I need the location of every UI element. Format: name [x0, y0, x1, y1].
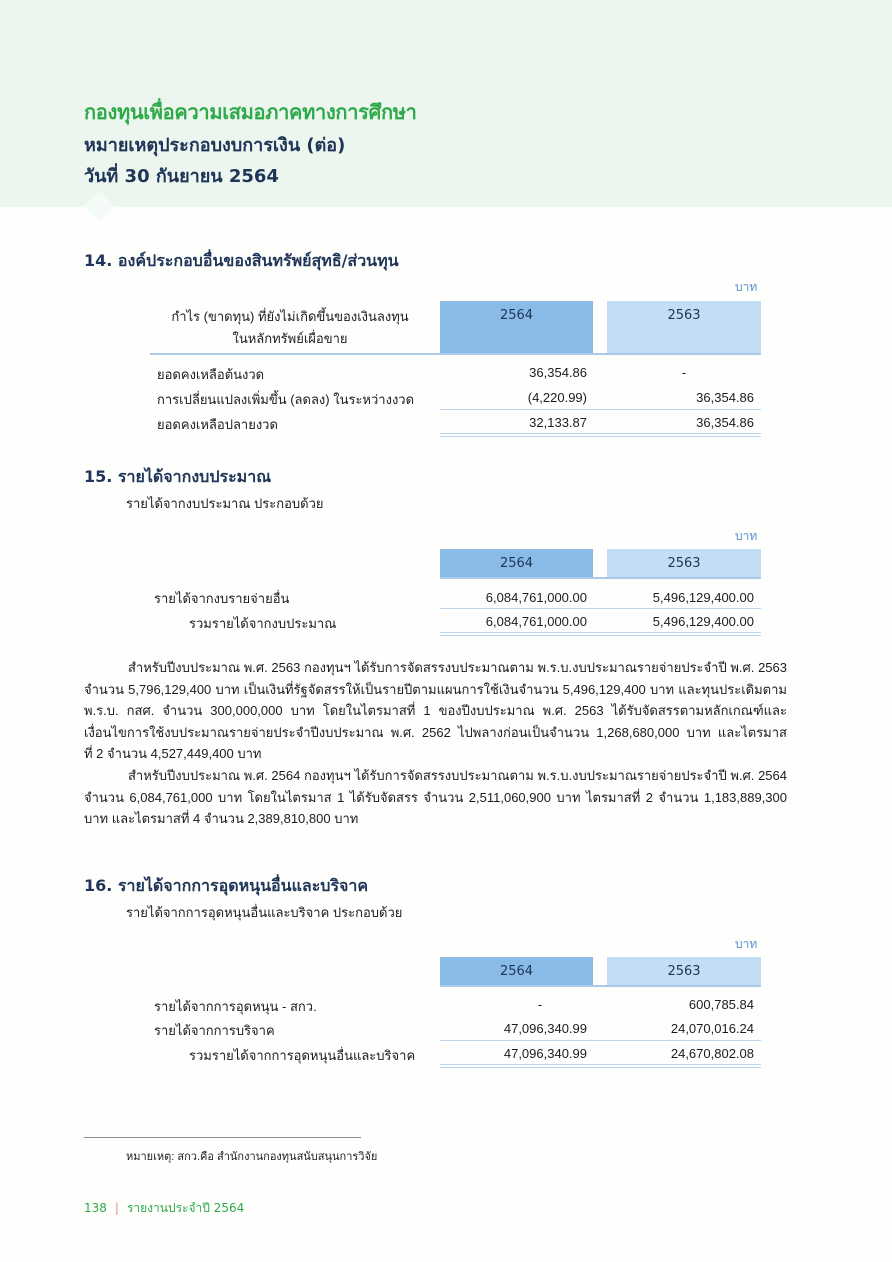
total-rule-top	[440, 1064, 761, 1065]
footer-separator: |	[114, 1201, 119, 1215]
section-16-title: 16. รายได้จากการอุดหนุนอื่นและบริจาค	[84, 876, 369, 895]
table-row-label-total: รวมรายได้จากงบประมาณ	[189, 616, 337, 631]
document-date: วันที่ 30 กันยายน 2564	[84, 166, 279, 187]
total-rule-bottom	[440, 436, 761, 437]
subtotal-rule	[440, 608, 761, 609]
section-15-title: 15. รายได้จากงบประมาณ	[84, 467, 272, 486]
table-cell-2563: 24,070,016.24	[670, 1021, 754, 1036]
column-header-2564: 2564	[440, 549, 593, 578]
section-16-unit: บาท	[735, 937, 758, 951]
table-row-label: การเปลี่ยนแปลงเพิ่มขึ้น (ลดลง) ในระหว่างงวด	[157, 392, 415, 407]
column-header-2563: 2563	[607, 957, 761, 986]
table-header-label: กำไร (ขาดทุน) ที่ยังไม่เกิดขึ้นของเงินลงทุน ในหลักทรัพย์เผื่อขาย	[171, 309, 409, 346]
table-cell-2563: 5,496,129,400.00	[652, 614, 754, 629]
page-number: 138	[84, 1201, 107, 1215]
table-row-label: รายได้จากงบรายจ่ายอื่น	[154, 591, 290, 606]
section-15-paragraph-2: สำหรับปีงบประมาณ พ.ศ. 2564 กองทุนฯ ได้รับการจัดสรรงบประมาณตาม พ.ร.บ.งบประมาณรายจ่ายประจำปี พ.ศ. 2564 จำนวน 6,084,761,000 บาท โดยในไตรมาส 1 ได้รับจัดสรร จำนวน 2,511,060,900 บาท ไตรมาสที่ 2 จำนวน 1,183,889,300 บาท และไตรมาสที่ 4 จำนวน 2,389,810,800 บาท	[84, 768, 787, 826]
section-15-unit: บาท	[735, 529, 758, 543]
subtotal-rule	[440, 1040, 761, 1041]
table-header-rule	[440, 577, 761, 579]
table-row-label: ยอดคงเหลือต้นงวด	[157, 367, 265, 382]
total-rule-top	[440, 433, 761, 434]
table-cell-2564: -	[537, 997, 543, 1012]
footnote: หมายเหตุ: สกว.คือ สำนักงานกองทุนสนับสนุนการวิจัย	[126, 1151, 378, 1163]
column-header-2563: 2563	[607, 549, 761, 578]
section-15-intro: รายได้จากงบประมาณ ประกอบด้วย	[126, 496, 324, 511]
table-cell-2564: 36,354.86	[529, 365, 587, 380]
table-cell-2563: -	[681, 365, 687, 380]
section-14-unit: บาท	[735, 280, 758, 294]
total-rule-top	[440, 632, 761, 633]
table-row-label: รายได้จากการอุดหนุน - สกว.	[154, 999, 317, 1014]
table-cell-2564: 6,084,761,000.00	[485, 614, 587, 629]
document-subtitle: หมายเหตุประกอบงบการเงิน (ต่อ)	[84, 135, 346, 156]
subtotal-rule	[440, 409, 761, 410]
section-14-title: 14. องค์ประกอบอื่นของสินทรัพย์สุทธิ/ส่วนทุน	[84, 251, 399, 270]
table-cell-2564: 47,096,340.99	[503, 1046, 587, 1061]
table-cell-2563: 600,785.84	[688, 997, 754, 1012]
total-rule-bottom	[440, 635, 761, 636]
table-cell-2564: 47,096,340.99	[503, 1021, 587, 1036]
total-rule-bottom	[440, 1067, 761, 1068]
table-cell-2563: 5,496,129,400.00	[652, 590, 754, 605]
table-cell-2563: 36,354.86	[696, 415, 754, 430]
column-header-2564: 2564	[440, 301, 593, 354]
table-cell-2564: 6,084,761,000.00	[485, 590, 587, 605]
table-row-label: รายได้จากการบริจาค	[154, 1023, 275, 1038]
table-cell-2563: 24,670,802.08	[670, 1046, 754, 1061]
column-header-2563: 2563	[607, 301, 761, 354]
section-15-paragraph-1: สำหรับปีงบประมาณ พ.ศ. 2563 กองทุนฯ ได้รับการจัดสรรงบประมาณตาม พ.ร.บ.งบประมาณรายจ่ายประจำปี พ.ศ. 2563 จำนวน 5,796,129,400 บาท เป็นเงินที่รัฐจัดสรรให้เป็นรายปีตามแผนการใช้เงินจำนวน 5,496,129,400 บาท และทุนประเดิมตาม พ.ร.บ. กสศ. จำนวน 300,000,000 บาท โดยในไตรมาสที่ 1 ของปีงบประมาณ พ.ศ. 2563 ได้รับจัดสรรตามหลักเกณฑ์และ เงื่อนไขการใช้งบประมาณรายจ่ายประจำปีงบประมาณ พ.ศ. 2562 ไปพลางก่อนเป็นจำนวน 1,268,680,000 บาท และไตรมาส ที่ 2 จำนวน 4,527,449,400 บาท	[84, 660, 787, 761]
table-row-label: ยอดคงเหลือปลายงวด	[157, 417, 278, 432]
report-title: รายงานประจำปี 2564	[126, 1201, 245, 1215]
footnote-rule	[84, 1137, 361, 1138]
table-row-label-total: รวมรายได้จากการอุดหนุนอื่นและบริจาค	[189, 1048, 416, 1063]
column-header-2564: 2564	[440, 957, 593, 986]
table-cell-2564: 32,133.87	[529, 415, 587, 430]
organization-title: กองทุนเพื่อความเสมอภาคทางการศึกษา	[84, 100, 417, 124]
table-cell-2564: (4,220.99)	[527, 390, 587, 405]
table-header-rule	[150, 353, 761, 355]
table-cell-2563: 36,354.86	[696, 390, 754, 405]
page-footer	[84, 1199, 244, 1218]
table-header-rule	[440, 985, 761, 987]
section-16-intro: รายได้จากการอุดหนุนอื่นและบริจาค ประกอบด้วย	[126, 905, 403, 920]
